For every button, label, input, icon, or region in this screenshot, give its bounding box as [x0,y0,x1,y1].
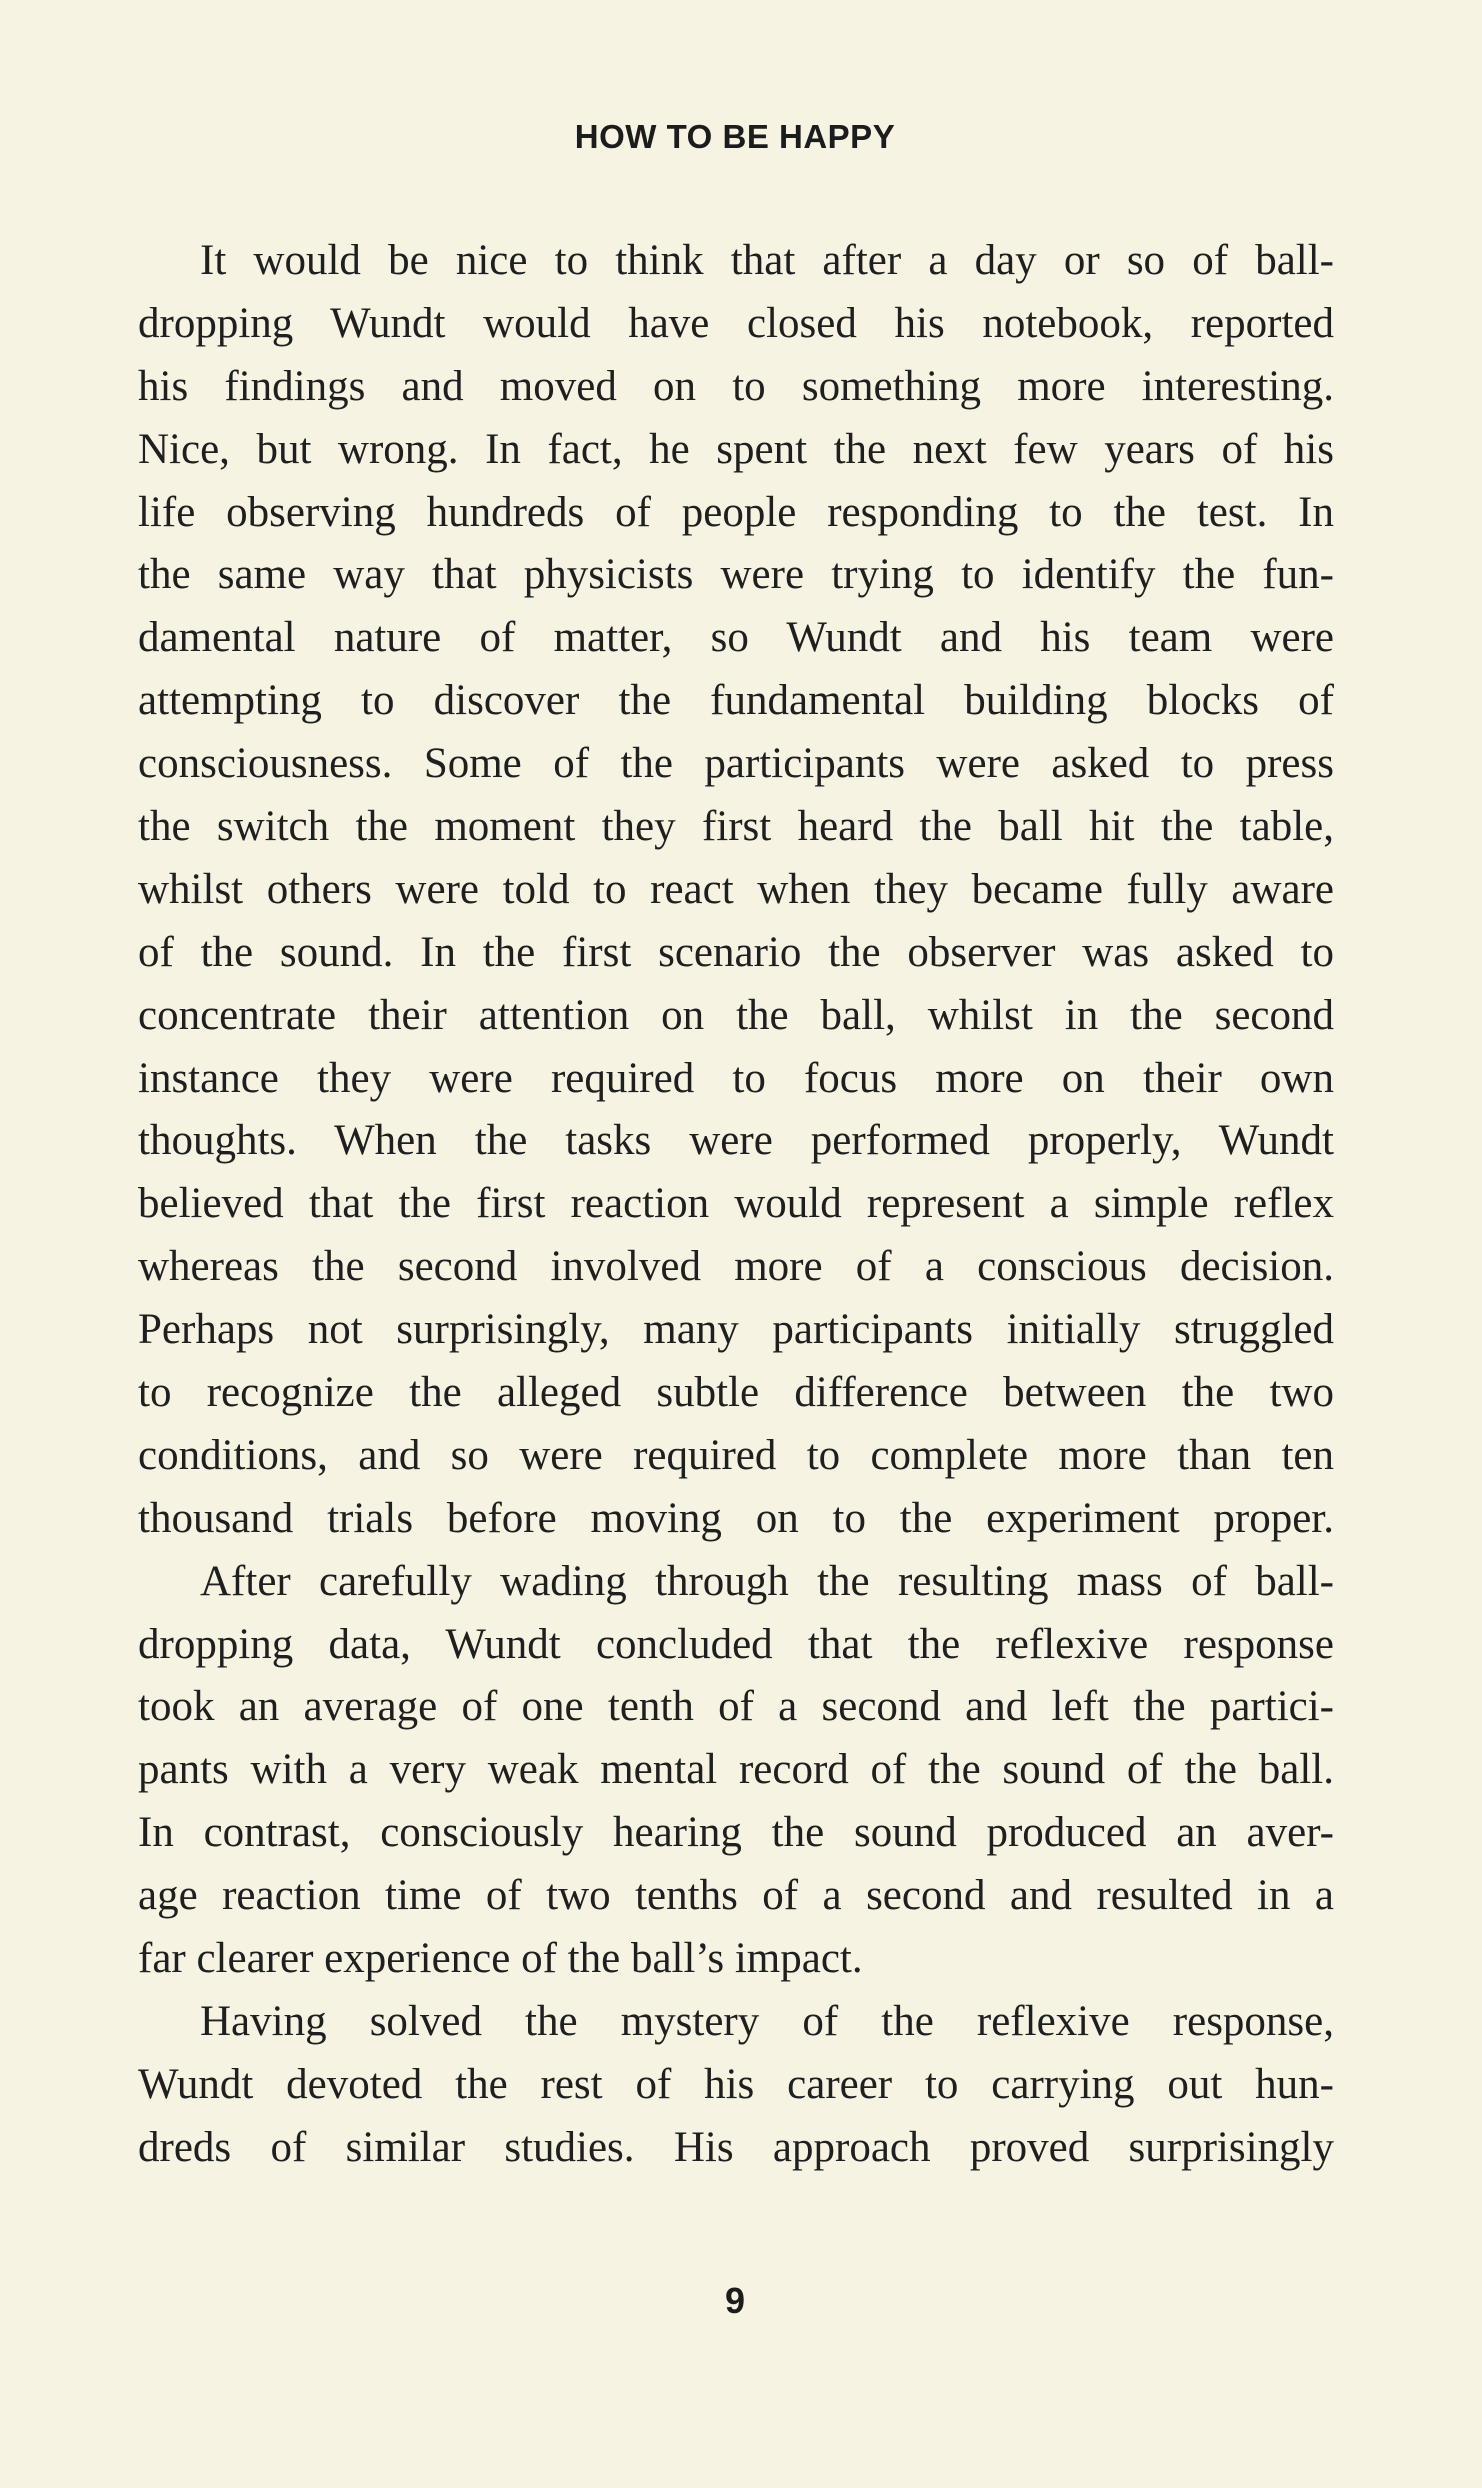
text-line: the switch the moment they first heard the ball hit the table, [138,803,1334,851]
paragraph-2 [138,1551,1334,1991]
text-line: dreds of similar studies. His approach proved surprisingly [138,2123,1334,2171]
text-line: damental nature of matter, so Wundt and his team were [138,614,1334,662]
text-line: Having solved the mystery of the reflexive response, [200,1997,1334,2045]
paragraph-3 [138,1991,1334,2180]
text-line: It would be nice to think that after a day or so of ball- [200,237,1334,284]
text-line: to recognize the alleged subtle difference between the two [138,1369,1334,1417]
text-line: the same way that physicists were trying to identify the fun- [138,551,1334,599]
text-line: dropping Wundt would have closed his notebook, reported [138,299,1334,347]
paragraph-1 [138,230,1334,1551]
text-line: Wundt devoted the rest of his career to carrying out hun- [138,2060,1334,2108]
text-line: of the sound. In the first scenario the observer was asked to [138,928,1334,976]
text-line: instance they were required to focus more on their own [138,1054,1334,1102]
text-line: took an average of one tenth of a second and left the partici- [138,1683,1334,1731]
running-head: HOW TO BE HAPPY [574,118,896,155]
text-line: consciousness. Some of the participants were asked to press [138,740,1334,788]
text-line: his findings and moved on to something more interesting. [138,362,1334,410]
text-line: thoughts. When the tasks were performed properly, Wundt [138,1117,1334,1165]
text-line: far clearer experience of the ball’s impact. [138,1935,863,1983]
text-line: pants with a very weak mental record of the sound of the ball. [138,1746,1334,1794]
text-line: dropping data, Wundt concluded that the reflexive response [138,1620,1334,1668]
text-line: Perhaps not surprisingly, many participants initially struggled [138,1306,1334,1354]
text-line: attempting to discover the fundamental building blocks of [138,677,1334,725]
text-line: conditions, and so were required to complete more than ten [138,1431,1334,1479]
text-line: life observing hundreds of people responding to the test. In [138,488,1334,536]
text-line: concentrate their attention on the ball, whilst in the second [138,991,1334,1039]
text-line: In contrast, consciously hearing the sound produced an aver- [138,1809,1334,1857]
text-line: believed that the first reaction would represent a simple reflex [138,1180,1334,1228]
text-line: Nice, but wrong. In fact, he spent the next few years of his [138,425,1334,473]
text-line: thousand trials before moving on to the experiment proper. [138,1494,1334,1542]
text-line: After carefully wading through the resulting mass of ball- [200,1557,1334,1605]
body-text [138,230,1334,2180]
text-line: whilst others were told to react when they became fully aware [138,865,1334,913]
text-line: whereas the second involved more of a conscious decision. [138,1243,1334,1291]
text-line: age reaction time of two tenths of a second and resulted in a [138,1872,1334,1920]
page-number: 9 [724,2280,746,2321]
